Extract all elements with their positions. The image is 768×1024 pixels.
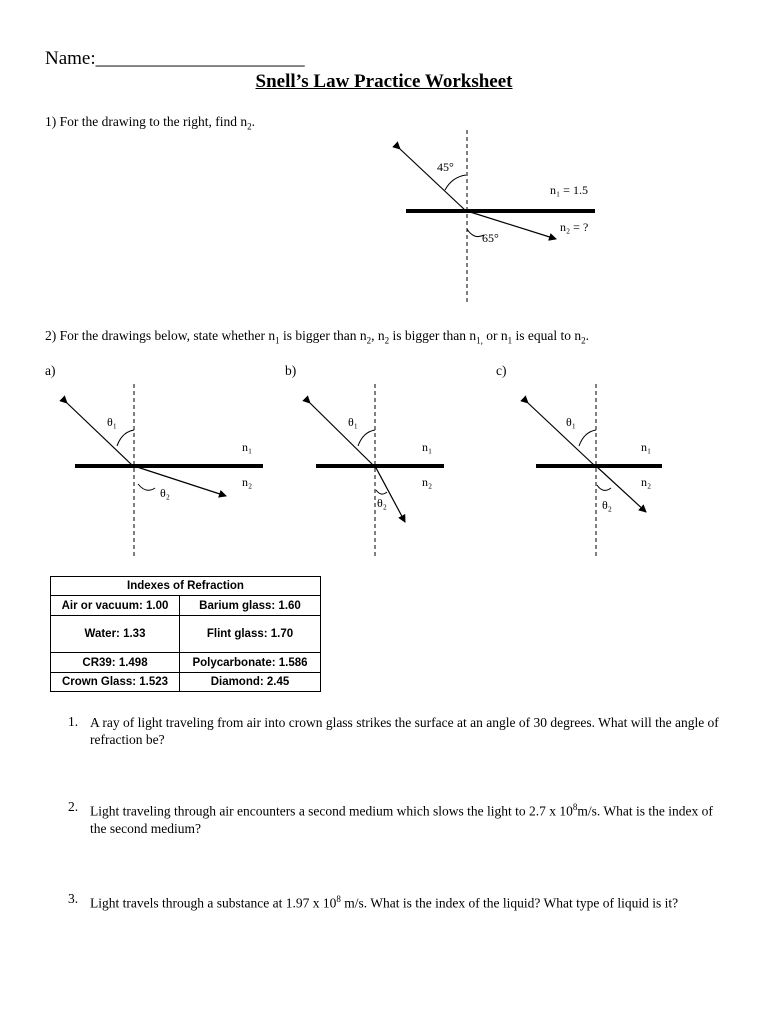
theta2-label: θ₂: [602, 498, 612, 512]
theta2-label: θ₂: [377, 496, 387, 510]
n1-label: n₁: [641, 440, 652, 454]
n1-label: n₁: [422, 440, 433, 454]
table-title: Indexes of Refraction: [51, 577, 321, 596]
angle-arc-45: [445, 175, 466, 190]
table-row: Crown Glass: 1.523 Diamond: 2.45: [51, 673, 321, 692]
theta1-label: θ₁: [107, 415, 117, 429]
problem-1-number: 1.: [68, 714, 79, 729]
problem-2-number: 2.: [68, 799, 79, 814]
refracted-ray: [375, 466, 405, 522]
diagram-a: [67, 384, 263, 558]
question-2-prompt: 2) For the drawings below, state whether $n_1$ is bigger than $n_2$, $n_2$ is bigger than $n_{1,}$ or $n_1$ is equal to $n_2$.: [45, 328, 589, 346]
n1-label: n₁: [242, 440, 253, 454]
theta2-label: θ₂: [160, 486, 170, 500]
name-field-label: Name:______________________: [45, 48, 305, 69]
theta1-label: θ₁: [566, 415, 576, 429]
n2-label: n₂: [422, 475, 433, 489]
problem-3-text: Light travels through a substance at 1.97 x $10^8$ m/s. What is the index of the liquid? What type of liquid is it?: [90, 894, 679, 911]
n2-label: n₂: [641, 475, 652, 489]
refracted-angle-label: 65°: [482, 231, 499, 245]
refraction-index-table: [50, 576, 321, 692]
table-row: Air or vacuum: 1.00 Barium glass: 1.60: [51, 596, 321, 616]
question-1-prompt: 1) For the drawing to the right, find $n_2$.: [45, 114, 255, 132]
incident-ray: [310, 403, 374, 466]
diagram-c: [528, 384, 662, 558]
table-row: CR39: 1.498 Polycarbonate: 1.586: [51, 653, 321, 673]
problem-1-text: A ray of light traveling from air into crown glass strikes the surface at an angle of 30 degrees. What will the angle of refraction be?: [90, 715, 719, 747]
n2-value-label: n₂ = ?: [560, 220, 589, 234]
label-c: c): [496, 363, 507, 378]
refracted-ray: [467, 211, 556, 239]
label-a: a): [45, 363, 56, 378]
worksheet-title: Snell’s Law Practice Worksheet: [255, 71, 513, 92]
table-row: Water: 1.33 Flint glass: 1.70: [51, 616, 321, 653]
n2-label: n₂: [242, 475, 253, 489]
diagram-b: [310, 384, 444, 558]
theta1-label: θ₁: [348, 415, 358, 429]
problem-3-number: 3.: [68, 891, 79, 906]
problem-2-text: Light traveling through air encounters a second medium which slows the light to 2.7 x $10^8m/s$. What is the index of the second medium?: [90, 802, 713, 836]
refracted-ray: [134, 466, 226, 496]
incident-ray: [528, 403, 595, 466]
label-b: b): [285, 363, 297, 378]
diagram-question-1: [400, 130, 595, 302]
incident-ray: [400, 149, 466, 211]
incident-angle-label: 45°: [437, 160, 454, 174]
incident-ray: [67, 403, 133, 466]
n1-value-label: n₁ = 1.5: [550, 183, 588, 197]
